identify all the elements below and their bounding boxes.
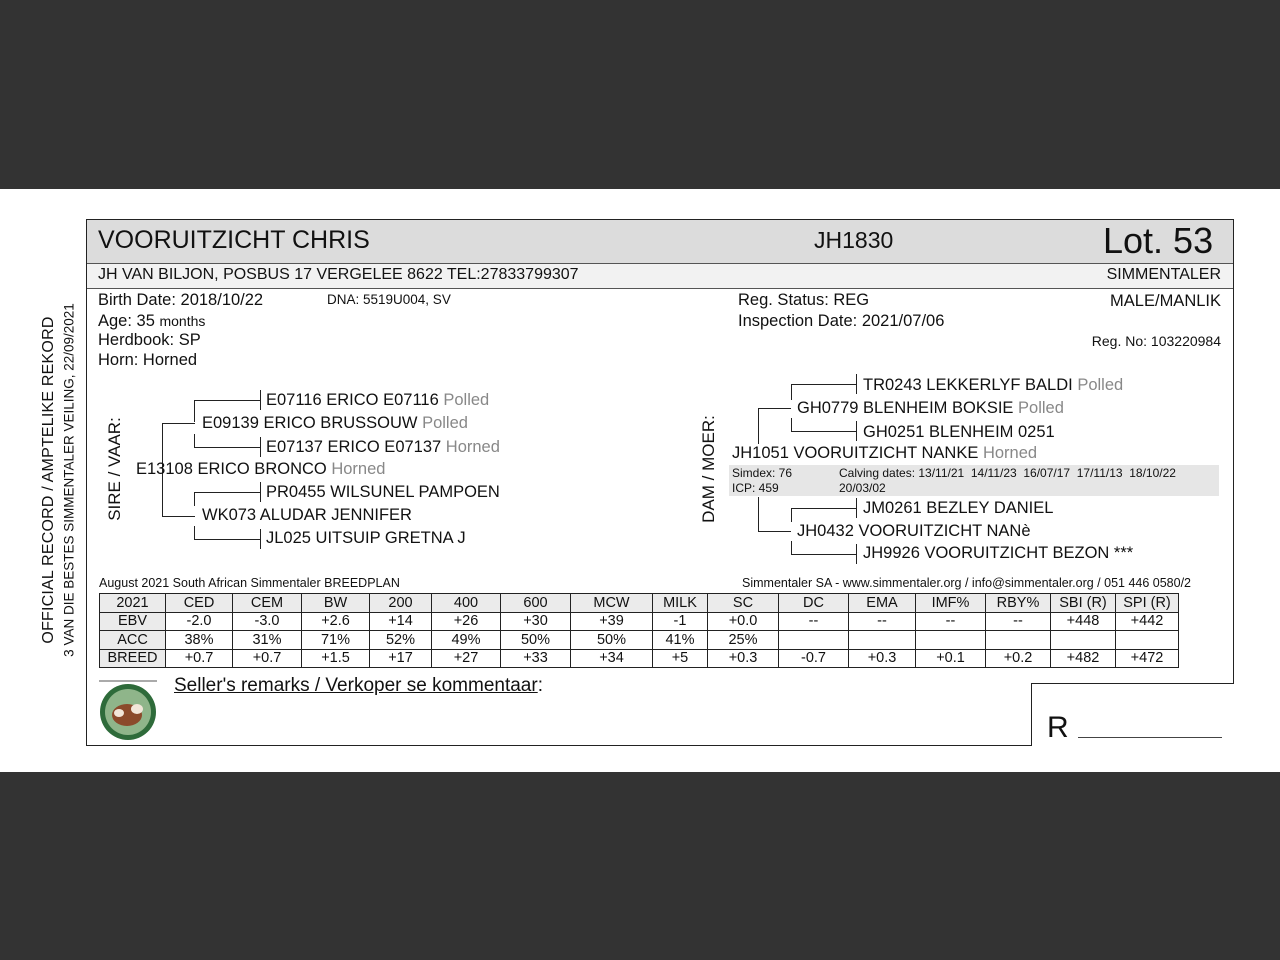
- ebv-row-label: BREED: [100, 649, 166, 668]
- ebv-cell: 38%: [166, 631, 233, 650]
- dds-tick: [856, 498, 857, 518]
- ebv-table: [99, 593, 1179, 668]
- ebv-cell: +442: [1116, 612, 1179, 631]
- ebv-cell: +5: [653, 649, 708, 668]
- ebv-cell: +0.3: [849, 649, 916, 668]
- dam-tick-top: [758, 408, 791, 409]
- ebv-header-cell: CEM: [233, 594, 302, 613]
- dam-note: Horned: [982, 444, 1038, 462]
- ebv-cell: [986, 631, 1051, 650]
- dsd-name: GH0251 BLENHEIM 0251: [863, 423, 1055, 441]
- ds-name: GH0779 BLENHEIM BOKSIE: [797, 399, 1014, 417]
- card-border-right: [1233, 219, 1234, 684]
- ebv-cell: -3.0: [233, 612, 302, 631]
- ebv-cell: +0.0: [708, 612, 779, 631]
- ebv-cell: +2.6: [302, 612, 370, 631]
- simmentaler-logo: [97, 679, 159, 741]
- calving-dates: Calving dates: 13/11/21 14/11/23 16/07/17 17/11/13 18/10/22: [839, 466, 1176, 480]
- sellers-remarks: [174, 675, 543, 697]
- ss-bracket-top: [194, 400, 195, 422]
- ebv-header-row: [100, 594, 1179, 613]
- sd-name: WK073 ALUDAR JENNIFER: [202, 506, 412, 524]
- ebv-cell: +482: [1051, 649, 1116, 668]
- ssd-tick: [260, 437, 261, 457]
- ebv-cell: 49%: [432, 631, 501, 650]
- ebv-cell: -1: [653, 612, 708, 631]
- price-box-left: [1031, 683, 1032, 746]
- dam-bracket-top: [758, 408, 759, 444]
- pedigree-sss: [266, 391, 489, 410]
- pedigree-ds: [797, 399, 1064, 418]
- sire-label: SIRE / VAAR:: [105, 417, 124, 521]
- dam-bracket-bottom: [758, 497, 759, 532]
- ebv-cell: [779, 631, 849, 650]
- reg-number: Reg. No: 103220984: [1091, 333, 1221, 349]
- dam-label: DAM / MOER:: [699, 415, 718, 523]
- ebv-header-cell: DC: [779, 594, 849, 613]
- ebv-cell: +34: [571, 649, 653, 668]
- lot-number: Lot. 53: [1103, 220, 1214, 261]
- sss-tick: [260, 390, 261, 410]
- sellers-remarks-label: Seller's remarks / Verkoper se kommentaar: [174, 675, 538, 696]
- dd-name: JH0432 VOORUITZICHT NANè: [797, 522, 1031, 540]
- age: [98, 312, 205, 331]
- ebv-header-cell: BW: [302, 594, 370, 613]
- sellers-remarks-colon: :: [537, 675, 543, 696]
- animal-name: VOORUITZICHT CHRIS: [98, 226, 370, 254]
- ebv-header-cell: MILK: [653, 594, 708, 613]
- ssd-connector: [194, 447, 261, 448]
- dss-tick: [856, 374, 857, 394]
- pedigree-dsd: [863, 423, 1055, 442]
- pedigree-ssd: [266, 438, 500, 457]
- ebv-header-cell: 400: [432, 594, 501, 613]
- breed-name: SIMMENTALER: [1106, 266, 1221, 283]
- dds-name: JM0261 BEZLEY DANIEL: [863, 499, 1054, 517]
- age-unit: months: [159, 313, 206, 329]
- dam-name: JH1051 VOORUITZICHT NANKE: [732, 444, 979, 462]
- ebv-header-cell: 2021: [100, 594, 166, 613]
- ds-note: Polled: [1018, 399, 1064, 417]
- ebv-cell: --: [779, 612, 849, 631]
- pedigree-dss: [863, 376, 1123, 395]
- card-border-top: [86, 219, 1234, 220]
- sds-connector: [194, 492, 261, 493]
- calving-dates-cont: 20/03/02: [839, 481, 886, 495]
- ebv-cell: 50%: [501, 631, 571, 650]
- card-border-left: [86, 219, 87, 746]
- pedigree-sire: [136, 460, 385, 479]
- ebv-cell: --: [986, 612, 1051, 631]
- ebv-cell: -2.0: [166, 612, 233, 631]
- official-record-label: OFFICIAL RECORD / AMPTELIKE REKORD: [40, 316, 57, 644]
- ebv-row: [100, 649, 1179, 668]
- ebv-row-label: EBV: [100, 612, 166, 631]
- dds-connector: [791, 508, 857, 509]
- age-value: Age: 35: [98, 312, 155, 330]
- dsd-connector: [791, 431, 857, 432]
- inspection-date: Inspection Date: 2021/07/06: [738, 312, 945, 330]
- ebv-cell: [916, 631, 986, 650]
- ebv-cell: +472: [1116, 649, 1179, 668]
- ebv-row: [100, 631, 1179, 650]
- pedigree-dds: [863, 499, 1053, 518]
- pedigree-sds: [266, 483, 500, 502]
- sds-tick: [260, 482, 261, 502]
- card-border-bottom: [86, 745, 1032, 746]
- ebv-cell: +0.7: [233, 649, 302, 668]
- pedigree-dam: [732, 444, 1037, 463]
- sss-name: E07116 ERICO E07116: [266, 391, 439, 409]
- ss-bracket-bottom: [194, 434, 195, 448]
- ebv-cell: 25%: [708, 631, 779, 650]
- price-input-line[interactable]: [1078, 737, 1222, 738]
- sd-bracket-bottom: [194, 526, 195, 540]
- pedigree-sd: [202, 506, 412, 525]
- owner-details: JH VAN BILJON, POSBUS 17 VERGELEE 8622 TEL:27833799307: [98, 266, 579, 283]
- dss-connector: [791, 384, 857, 385]
- pedigree-ddd: [863, 544, 1133, 563]
- ebv-cell: 31%: [233, 631, 302, 650]
- ddd-connector: [791, 554, 857, 555]
- contact-caption: Simmentaler SA - www.simmentaler.org / info@simmentaler.org / 051 446 0580/2: [742, 576, 1192, 590]
- sds-name: PR0455 WILSUNEL PAMPOEN: [266, 483, 500, 501]
- sire-tick-top: [162, 423, 195, 424]
- ebv-header-cell: CED: [166, 594, 233, 613]
- ebv-cell: --: [849, 612, 916, 631]
- sire-note: Horned: [331, 460, 386, 478]
- sire-name: E13108 ERICO BRONCO: [136, 460, 327, 478]
- ddd-tick: [856, 544, 857, 564]
- ebv-cell: +1.5: [302, 649, 370, 668]
- ss-note: Polled: [422, 414, 468, 432]
- horn-status: Horn: Horned: [98, 351, 198, 369]
- dd-bracket-bottom: [791, 541, 792, 555]
- pedigree-sdd: [266, 529, 466, 548]
- simdex: Simdex: 76: [732, 466, 793, 480]
- pedigree-ss: [202, 414, 468, 433]
- sex-label: MALE/MANLIK: [1110, 292, 1221, 310]
- ebv-cell: +0.1: [916, 649, 986, 668]
- ds-bracket-top: [791, 384, 792, 400]
- ebv-cell: [849, 631, 916, 650]
- ebv-cell: -0.7: [779, 649, 849, 668]
- reg-status: Reg. Status: REG: [738, 291, 870, 309]
- icp: ICP: 459: [732, 481, 779, 495]
- sdd-name: JL025 UITSUIP GRETNA J: [266, 529, 466, 547]
- dss-note: Polled: [1077, 376, 1124, 394]
- pedigree-dd: [797, 522, 1031, 541]
- ebv-cell: 41%: [653, 631, 708, 650]
- ds-bracket-bottom: [791, 418, 792, 432]
- ebv-row-label: ACC: [100, 631, 166, 650]
- ddd-name: JH9926 VOORUITZICHT BEZON ***: [863, 544, 1134, 562]
- ebv-header-cell: 200: [370, 594, 432, 613]
- ebv-header-cell: IMF%: [916, 594, 986, 613]
- ebv-header-cell: SC: [708, 594, 779, 613]
- ebv-header-cell: RBY%: [986, 594, 1051, 613]
- animal-id: JH1830: [814, 227, 894, 253]
- sire-tick-bottom: [162, 516, 195, 517]
- sss-note: Polled: [443, 391, 490, 409]
- ebv-cell: +30: [501, 612, 571, 631]
- ebv-cell: [1116, 631, 1179, 650]
- ebv-cell: 52%: [370, 631, 432, 650]
- sdd-tick: [260, 529, 261, 549]
- ebv-row: [100, 612, 1179, 631]
- herdbook: Herdbook: SP: [98, 331, 201, 349]
- ebv-header-cell: EMA: [849, 594, 916, 613]
- ssd-name: E07137 ERICO E07137: [266, 438, 442, 456]
- ebv-cell: +17: [370, 649, 432, 668]
- ebv-cell: +39: [571, 612, 653, 631]
- ebv-cell: 50%: [571, 631, 653, 650]
- ebv-cell: +0.2: [986, 649, 1051, 668]
- ebv-cell: 71%: [302, 631, 370, 650]
- ebv-cell: --: [916, 612, 986, 631]
- sdd-connector: [194, 539, 261, 540]
- dam-tick-bottom: [758, 531, 791, 532]
- dna-info: DNA: 5519U004, SV: [327, 292, 451, 307]
- ss-name: E09139 ERICO BRUSSOUW: [202, 414, 418, 432]
- ssd-note: Horned: [445, 438, 500, 456]
- dd-bracket-top: [791, 508, 792, 522]
- sd-bracket-top: [194, 492, 195, 506]
- price-prefix: R: [1047, 711, 1069, 744]
- ebv-cell: +26: [432, 612, 501, 631]
- ebv-cell: +27: [432, 649, 501, 668]
- ebv-header-cell: SPI (R): [1116, 594, 1179, 613]
- ebv-header-cell: MCW: [571, 594, 653, 613]
- auction-label: 3 VAN DIE BESTES SIMMENTALER VEILING, 22/09/2021: [61, 303, 77, 657]
- price-box-top: [1031, 683, 1234, 684]
- ebv-cell: +448: [1051, 612, 1116, 631]
- dss-name: TR0243 LEKKERLYF BALDI: [863, 376, 1073, 394]
- ebv-cell: +33: [501, 649, 571, 668]
- birth-date: Birth Date: 2018/10/22: [98, 291, 264, 309]
- sss-connector: [194, 400, 261, 401]
- dsd-tick: [856, 421, 857, 441]
- ebv-cell: +0.7: [166, 649, 233, 668]
- ebv-header-cell: SBI (R): [1051, 594, 1116, 613]
- ebv-cell: +0.3: [708, 649, 779, 668]
- ebv-header-cell: 600: [501, 594, 571, 613]
- breedplan-caption: August 2021 South African Simmentaler BREEDPLAN: [99, 576, 400, 590]
- ebv-cell: +14: [370, 612, 432, 631]
- ebv-cell: [1051, 631, 1116, 650]
